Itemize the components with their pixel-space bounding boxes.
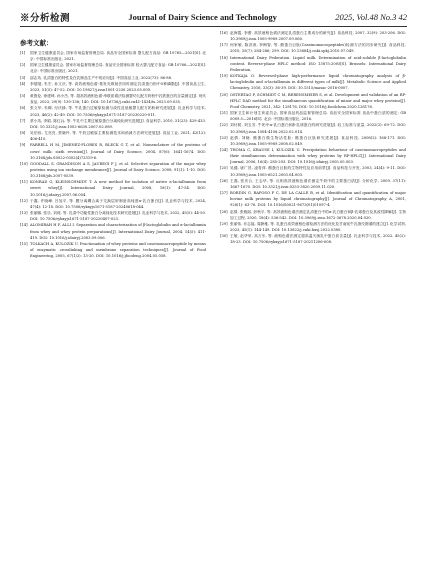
reference-text: 邵志英. 乳清蛋白的特性及在乳制品生产中的应用[J]. 中国食品工业, 2022(73): 86-88. [30, 75, 173, 80]
reference-item [20, 50, 206, 62]
reference-number: [5] [20, 94, 26, 99]
reference-number: [7] [20, 118, 26, 123]
section-label: ※分析检测 [20, 13, 71, 24]
reference-item [220, 178, 406, 190]
reference-text: 国家卫生和计划生育委员会, 国家食品药品监督管理总局. 食品安全国家标准 食品中蛋白质的测定: GB 5009.5—2016[S]. 北京: 中国标准出版社, 2016. [230, 111, 406, 122]
reference-number: [25] [220, 166, 228, 171]
reference-number: [10] [20, 161, 28, 166]
reference-text: 吴伯伟, 尤亮亮, 贾晓玲, 等. 牛奶过敏原主要检测技术和消减方法研究进展[J]. 食品工业, 2021, 42(12): 406-410. [30, 131, 206, 142]
reference-text: TOLKACH A, KULOZIK U. Fractionation of whey proteins and caseinomacropeptide by means of enzymatic crosslinking and membrane separation techniques[J]. Journal of Food Engineering, 2005, 67(1/2): 13-20. DOI: 10.1016/j.jfoodeng.2004.05.058. [30, 241, 206, 259]
reference-text: THOMA C, KRAUSE I, KULOZIK U. Precipitation behaviour of caseinomacropeptides and their simultaneous determination with whey proteins by RP-HPLC[J]. International Dairy Journal, 2006, 16(4): 285-293. DOI: 10.1016/j.idairyj.2005.05.003. [230, 147, 406, 165]
reference-text: 赵倩, 张雅丽, 彭秋平, 等. 高效液相色谱法测定乳清蛋白中的α-乳白蛋白和β-乳球蛋白及其改性降解[J]. 生物加工过程, 2020, 18(4): 536-542. DOI: 10.3969/j.issn.1672-3678.2020.04.020. [230, 209, 406, 220]
reference-text: 刘付树, 刘玉芳. 牛奶中α-乳白蛋白和β-乳球蛋白的研究进展[J]. 轻工标准与质量, 2022(2): 69-72. DOI: 10.3969/j.issn.1004-4108.2022.02.014. [230, 123, 406, 134]
running-header [20, 10, 407, 24]
reference-item [220, 165, 406, 177]
reference-item [20, 241, 206, 259]
reference-text: 何家敏, 陈洪涛, 李梅智, 等. 酪蛋白巨肽(Caseinomacropeptides)检测方法的初步研究[J]. 食品科技, 2010, 35(7): 284-286; 299. DOI: 10.13684/j.cnki.spkj.2010.07.049. [230, 43, 406, 54]
reference-text: 李德展, 朱宏, 孙文庆, 等. 高效液相色谱-基发光散射法同时测定乳清蛋白粉中5种磷脂[J]. 中国食品卫生, 2023, 51(5): 47-52. DOI: 10.19827/j.issn1001-2230.2023.05.009. [30, 81, 206, 92]
reference-text: International Dairy Federation. Liquid milk. Determination of acid-soluble β-lactoglobulin content. Reverse-phase HPLC method: ISO 13875:2005[S]. Brussels: International Dairy Federation. [230, 55, 406, 72]
reference-item [220, 135, 406, 147]
reference-text: 于鑫, 许晓峰, 吕加平, 等. 膜分离耦合离子交换层析制备高纯度α-乳白蛋白[J]. 乳业科学与技术, 2024, 47(4): 12-18. DOI: 10.7506/rykxyjs1671-5187-20240618-044. [30, 198, 206, 209]
reference-text: 国家卫生健康委员会, 国家市场监督管理总局. 食品安全国家标准 婴儿配方食品: GB 10765—2021[S]. 北京: 中国标准出版社, 2021. [30, 51, 206, 62]
reference-item [220, 30, 406, 42]
reference-text: 黄胜伦, 徐建坤, 孙小杰, 等. 超高效液相色谱-串联质谱法检测婴幼儿配方奶粉中乳铁蛋白的含量测定[J]. 现代食品, 2023, 29(9): 130-136; 140. DOI: 10.16736/j.cnki.cn41-1434/ts.2023.09.035. [30, 94, 206, 105]
reference-number: [4] [20, 81, 26, 86]
reference-item [220, 147, 406, 165]
reference-number: [29] [220, 221, 228, 226]
reference-number: [13] [20, 211, 28, 216]
reference-number: [16] [220, 31, 228, 35]
reference-text: OSTERTAG F, SCHMIDT C M, BERENSMEIER S, et al. Development and validation of an RP-HPLC DAD method for the simultaneous quantification of minor and major whey proteins[J]. Food Chemistry, 2021, 342: 128176. DOI: 10.1016/j.foodchem.2020.128176. [230, 92, 406, 109]
reference-text: 张丽伟, 乔志福, 周静雅, 等. 乳蛋白高效液相色谱检测方法的优化及甘南牦牛乳指纹图谱的建立[J]. 化学试剂, 2023, 45(1): 144-149. DOI: 10.13822/j.cnki.hxsj.2022.0380. [230, 221, 406, 232]
reference-text: 国家卫生健康委员会, 国家市场监督管理总局. 食品安全国家标准 较大婴儿配方食品: GB 10766—2021[S]. 北京: 中国标准出版社, 2021. [30, 63, 206, 74]
reference-number: [9] [20, 143, 26, 148]
reference-number: [8] [20, 131, 26, 136]
reference-number: [23] [220, 135, 228, 140]
reference-text: 张丽娜, 张乐, 刘莉, 等. 乳清中功能性蛋白分离纯化技术研究进展[J]. 乳业科学与技术, 2022, 45(5): 44-50. DOI: 10.7506/rykxyjs1671-5187-20220407-023. [30, 211, 206, 222]
reference-item [220, 55, 406, 73]
reference-number: [20] [220, 92, 228, 97]
reference-item [20, 142, 206, 160]
reference-text: BORDIN G, RAPOSO F C, DE LA CALLE B, et al. Identification and quantification of major bovine milk proteins by liquid chromatography[J]. Journal of Chromatography A, 2001, 928(1): 63-76. DOI: 10.1016/S0021-9673(01)01097-4. [230, 191, 406, 208]
reference-number: [19] [220, 74, 228, 79]
reference-text: KONRAD G, KLEINSCHMIDT T. A new method for isolation of native α-lactalbumin from sweet whey[J]. International Dairy Journal, 2008, 18(1): 47-54. DOI: 10.1016/j.idairyj.2007.06.004. [30, 180, 206, 197]
reference-item [20, 161, 206, 179]
reference-item [220, 209, 406, 221]
reference-item [20, 81, 206, 93]
reference-item [220, 92, 406, 110]
reference-number: [21] [220, 111, 228, 116]
reference-item [20, 222, 206, 240]
reference-number: [6] [20, 106, 26, 111]
reference-text: 赵海霞, 李蕾. 高效液相色谱法测定乳清蛋白主要成分的研究[J]. 食品科技, 2007, 32(9): 203-206. DOI: 10.3969/j.issn.1005-9989.2007.09.060. [230, 31, 406, 42]
journal-title: Journal of Dairy Science and Technology [128, 12, 277, 22]
reference-number: [2] [20, 63, 26, 68]
references-heading: 参考文献： [20, 39, 53, 47]
issue-page-number: 2025, Vol.48 No.3 42 [335, 12, 407, 22]
reference-number: [1] [20, 51, 26, 55]
reference-item [220, 221, 406, 233]
reference-item [220, 122, 406, 134]
reference-item [20, 62, 206, 74]
reference-number: [26] [220, 178, 228, 183]
reference-number: [24] [220, 147, 228, 152]
reference-text: FARRELL H M, JIMENEZ-FLORES R, BLECK G T, et al. Nomenclature of the proteins of cows' milk: sixth revision[J]. Journal of Dairy Science, 2004, 87(6): 1641-1674. DOI: 10.3168/jds.S0022-0302(4)73319-6. [30, 143, 206, 160]
reference-number: [14] [20, 223, 28, 228]
reference-text: 蔡小英, 李娟, 陈红兵, 等. 牛乳中主要过敏原蛋白分离纯化研究进展[J]. 食品科学, 2010, 31(23): 429-433. DOI: 10.3321/j.issn:1002-6630.2007.02.089. [30, 118, 206, 129]
reference-number: [17] [220, 43, 228, 48]
reference-item [220, 73, 406, 91]
reference-text: KOTKAJA O. Reversed-phase high-performance liquid chromatography analysis of β-lactoglobulin and α-lactalbumin in different types of milk[J]. Metabolic Science and Applied Chemistry, 2016, 33(3): 36-39. DOI: 10.1515/masac-2016-0007. [230, 74, 406, 91]
references-right-column [220, 30, 406, 245]
reference-number: [11] [20, 180, 28, 185]
header-rule [20, 26, 407, 27]
reference-number: [28] [220, 209, 228, 214]
reference-number: [3] [20, 75, 26, 80]
reference-number: [30] [220, 234, 228, 239]
reference-number: [15] [20, 241, 28, 246]
reference-item [20, 93, 206, 105]
reference-item [20, 198, 206, 210]
reference-text: 吴健, 唐广昌, 凌青萍. 酪蛋白巨肽的生物特性及应用前景[J]. 食品科技与开发, 2003, 24(4): 9-11. DOI: 10.3969/j.issn.1005-6521.2003.04.003. [230, 166, 406, 177]
reference-item [20, 130, 206, 142]
reference-item [220, 42, 406, 54]
reference-item [220, 110, 406, 122]
reference-number: [27] [220, 191, 228, 196]
reference-text: ALOMIRAH H F, ALLI I. Separation and characterization of β-lactoglobulin and α-lactalbumin from whey and whey protein preparations[J]. International Dairy Journal, 2004, 14(5): 411-419. DOI: 10.1016/j.idairyj.2003.09.006. [30, 223, 206, 240]
reference-text: 赵倩, 刘晓. 酪蛋白微生物活性肽: 酪蛋白巨肽研究进展[J]. 食品科技, 2008(2): 168-171. DOI: 10.3969/j.issn.1005-9989.2008.02.049. [230, 135, 406, 146]
reference-text: 王敏, 赵华荣, 高万东, 等. 液相色谱法测定超高温灭菌乳中蛋白质含量[J]. 乳业科学与技术, 2022, 45(2): 18-23. DOI: 10.7506/rykxyjs1671-5187-20211206-008. [230, 234, 406, 245]
reference-text: GOODALL S, GRANDISON A S, JAUREGI P J, et al. Selective separation of the major whey proteins using ion exchange membranes[J]. Journal of Dairy Science, 2008, 91(1): 1-10. DOI: 10.3168/jds.2007-0539. [30, 161, 206, 179]
reference-item [220, 233, 406, 245]
reference-number: [22] [220, 123, 228, 128]
reference-item [20, 210, 206, 222]
reference-item [20, 105, 206, 117]
reference-text: 王磊, 张庆合, 王志华, 等. 反相高效液相色谱法测定牛奶中的主要蛋白质[J]. 分析化学, 2009, 37(11): 1667-1670. DOI: 10.3321/j.issn:0253-3820.2009.11.020. [230, 178, 406, 189]
reference-text: 张文华, 朱卿, 付庆蜂, 等. 牛乳蛋白过敏原检测与改性及低敏婴儿配方奶粉研究进展[J]. 乳业科学与技术, 2023, 46(2): 42-49. DOI: 10.7506/rykxyjs1671-5187-20230220-011. [30, 106, 206, 117]
reference-item [20, 179, 206, 197]
reference-number: [18] [220, 55, 228, 60]
reference-item [20, 118, 206, 130]
reference-number: [12] [20, 198, 28, 203]
reference-item [220, 190, 406, 208]
references-left-column [20, 50, 206, 259]
